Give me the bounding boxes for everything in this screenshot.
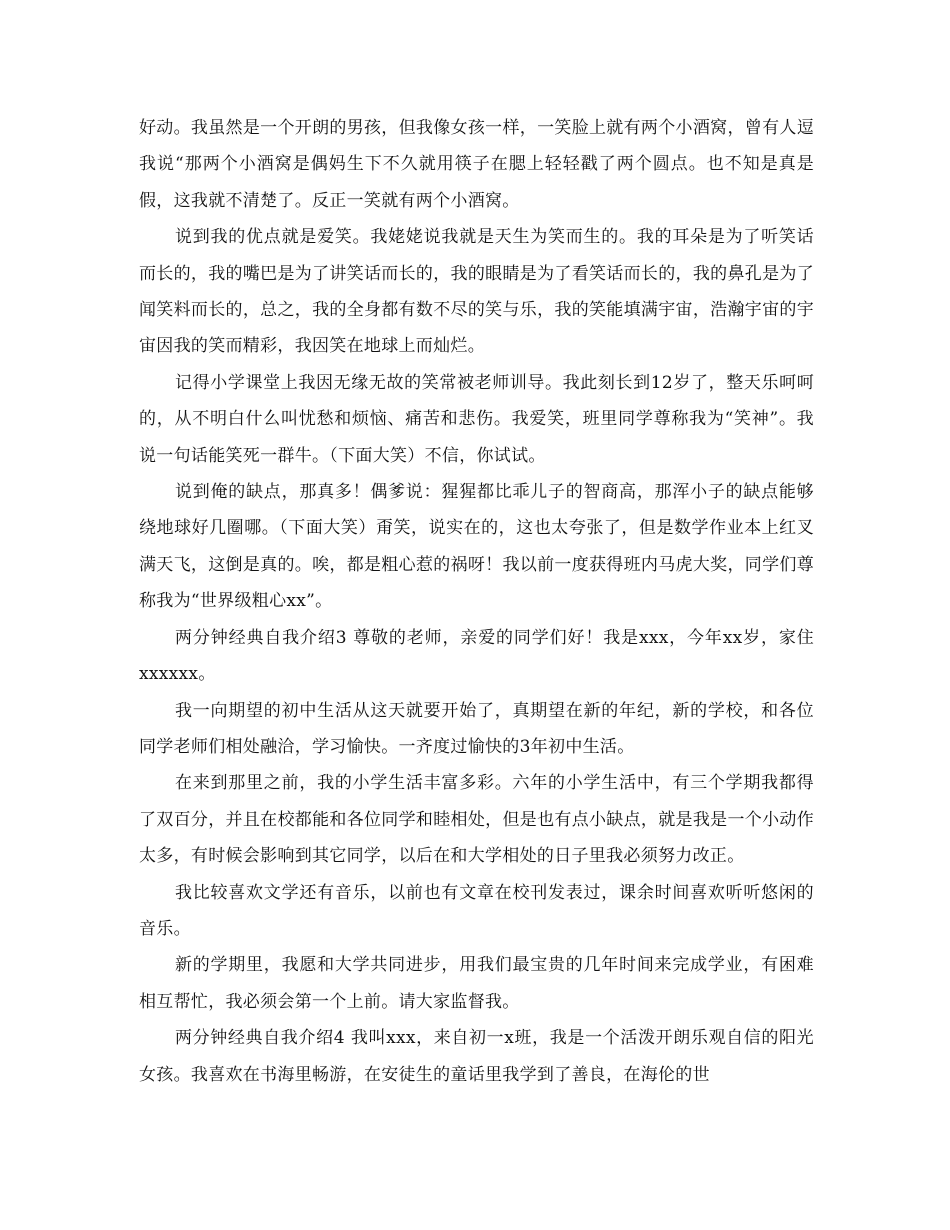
paragraph-8: 我比较喜欢文学还有音乐，以前也有文章在校刊发表过，课余时间喜欢听听悠闲的音乐。 bbox=[139, 882, 814, 939]
paragraph-7: 在来到那里之前，我的小学生活丰富多彩。六年的小学生活中，有三个学期我都得了双百分，并且在校都能和各位同学和睦相处，但是也有点小缺点，就是我是一个小动作太多，有时候会影响到其它同学，以后在和大学相处的日子里我必须努力改正。 bbox=[139, 773, 814, 867]
paragraph-3: 记得小学课堂上我因无缘无故的笑常被老师训导。我此刻长到12岁了，整天乐呵呵的，从不明白什么叫忧愁和烦恼、痛苦和悲伤。我爱笑，班里同学尊称我为“笑神”。我说一句话能笑死一群牛。（下面大笑）不信，你试试。 bbox=[139, 372, 814, 466]
paragraph-1: 好动。我虽然是一个开朗的男孩，但我像女孩一样，一笑脸上就有两个小酒窝，曾有人逗我说“那两个小酒窝是偶妈生下不久就用筷子在腮上轻轻戳了两个圆点。也不知是真是假，这我就不清楚了。反正一笑就有两个小酒窝。 bbox=[139, 118, 814, 211]
paragraph-4: 说到俺的缺点，那真多！偶爹说：猩猩都比乖儿子的智商高，那浑小子的缺点能够绕地球好几圈哪。（下面大笑）甭笑，说实在的，这也太夸张了，但是数学作业本上红叉满天飞，这倒是真的。唉，都是粗心惹的祸呀！我以前一度获得班内马虎大奖，同学们尊称我为“世界级粗心xx”。 bbox=[139, 482, 814, 612]
document-body bbox=[139, 110, 814, 1093]
paragraph-5: 两分钟经典自我介绍3 尊敬的老师，亲爱的同学们好！我是xxx，今年xx岁，家住xxxxxx。 bbox=[139, 627, 814, 685]
paragraph-6: 我一向期望的初中生活从这天就要开始了，真期望在新的年纪，新的学校，和各位同学老师们相处融洽，学习愉快。一齐度过愉快的3年初中生活。 bbox=[139, 700, 814, 757]
paragraph-10: 两分钟经典自我介绍4 我叫xxx，来自初一x班，我是一个活泼开朗乐观自信的阳光女孩。我喜欢在书海里畅游，在安徒生的童话里我学到了善良，在海伦的世 bbox=[139, 1028, 814, 1085]
paragraph-9: 新的学期里，我愿和大学共同进步，用我们最宝贵的几年时间来完成学业，有困难相互帮忙，我必须会第一个上前。请大家监督我。 bbox=[139, 955, 814, 1012]
paragraph-2: 说到我的优点就是爱笑。我姥姥说我就是天生为笑而生的。我的耳朵是为了听笑话而长的，我的嘴巴是为了讲笑话而长的，我的眼睛是为了看笑话而长的，我的鼻孔是为了闻笑料而长的，总之，我的全身都有数不尽的笑与乐，我的笑能填满宇宙，浩瀚宇宙的宇宙因我的笑而精彩，我因笑在地球上而灿烂。 bbox=[139, 227, 814, 357]
